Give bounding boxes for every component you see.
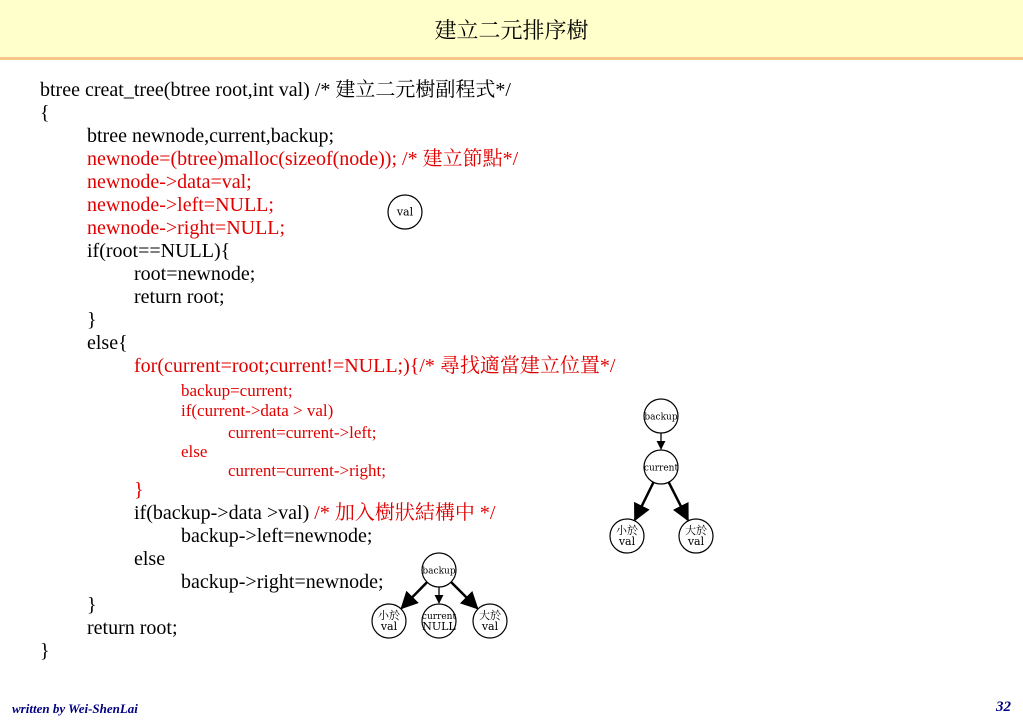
tree-node-label: 大於 bbox=[479, 609, 501, 622]
tree-node-label: val bbox=[380, 620, 398, 633]
code-comment: /* 加入樹狀結構中 */ bbox=[314, 502, 496, 524]
code-line: newnode->right=NULL; bbox=[87, 217, 286, 239]
code-line: else bbox=[134, 548, 166, 570]
code-line: backup=current; bbox=[181, 381, 293, 400]
code-line: current=current->left; bbox=[228, 423, 377, 442]
code-line: else bbox=[181, 442, 208, 461]
tree-edge-arrow bbox=[669, 482, 688, 520]
code-line: } bbox=[40, 640, 50, 662]
page-number: 32 bbox=[996, 699, 1011, 715]
code-line: newnode->data=val; bbox=[87, 171, 252, 193]
tree-node-label: val bbox=[481, 620, 499, 633]
code-line: { bbox=[40, 102, 50, 124]
tree-node-label: current bbox=[421, 612, 457, 622]
author-credit: written by Wei-ShenLai bbox=[12, 701, 138, 716]
code-line: for(current=root;current!=NULL;){/* 尋找適當建立位置*/ bbox=[134, 355, 616, 377]
code-line: btree creat_tree(btree root,int val) /* 建立二元樹副程式*/ bbox=[40, 79, 511, 101]
code-line: } bbox=[134, 479, 144, 501]
code-line: btree newnode,current,backup; bbox=[87, 125, 335, 147]
tree-edge-arrow bbox=[451, 582, 477, 608]
slide-title: 建立二元排序樹 bbox=[434, 19, 589, 44]
tree-node-label: 大於 bbox=[685, 524, 707, 537]
tree-node-label: current bbox=[643, 463, 679, 474]
tree-node-label: backup bbox=[422, 566, 456, 577]
code-line: return root; bbox=[134, 286, 225, 308]
code-line: backup->right=newnode; bbox=[181, 571, 384, 593]
code-line: backup->left=newnode; bbox=[181, 525, 373, 547]
code-line: } bbox=[87, 594, 97, 616]
tree-node-label: 小於 bbox=[378, 609, 400, 622]
tree-node-label: backup bbox=[644, 412, 678, 423]
code-line: else{ bbox=[87, 332, 128, 354]
tree-node-label: 小於 bbox=[616, 524, 638, 537]
code-line: } bbox=[87, 309, 97, 331]
tree-edge-arrow bbox=[635, 482, 654, 520]
code-line: current=current->right; bbox=[228, 461, 386, 480]
tree-node-label: val bbox=[396, 205, 414, 219]
code-line: if(current->data > val) bbox=[181, 401, 334, 420]
code-line: return root; bbox=[87, 617, 178, 639]
code-line: newnode=(btree)malloc(sizeof(node)); /* 建立節點*/ bbox=[87, 148, 519, 170]
code-line: newnode->left=NULL; bbox=[87, 194, 274, 216]
code-segment: if(backup->data >val) bbox=[134, 502, 315, 524]
tree-edge-arrow bbox=[402, 582, 427, 608]
code-line: if(root==NULL){ bbox=[87, 240, 231, 262]
tree-node-label: NULL bbox=[422, 620, 456, 633]
code-line: root=newnode; bbox=[134, 263, 256, 285]
tree-node-label: val bbox=[687, 535, 705, 548]
tree-node-label: val bbox=[618, 535, 636, 548]
